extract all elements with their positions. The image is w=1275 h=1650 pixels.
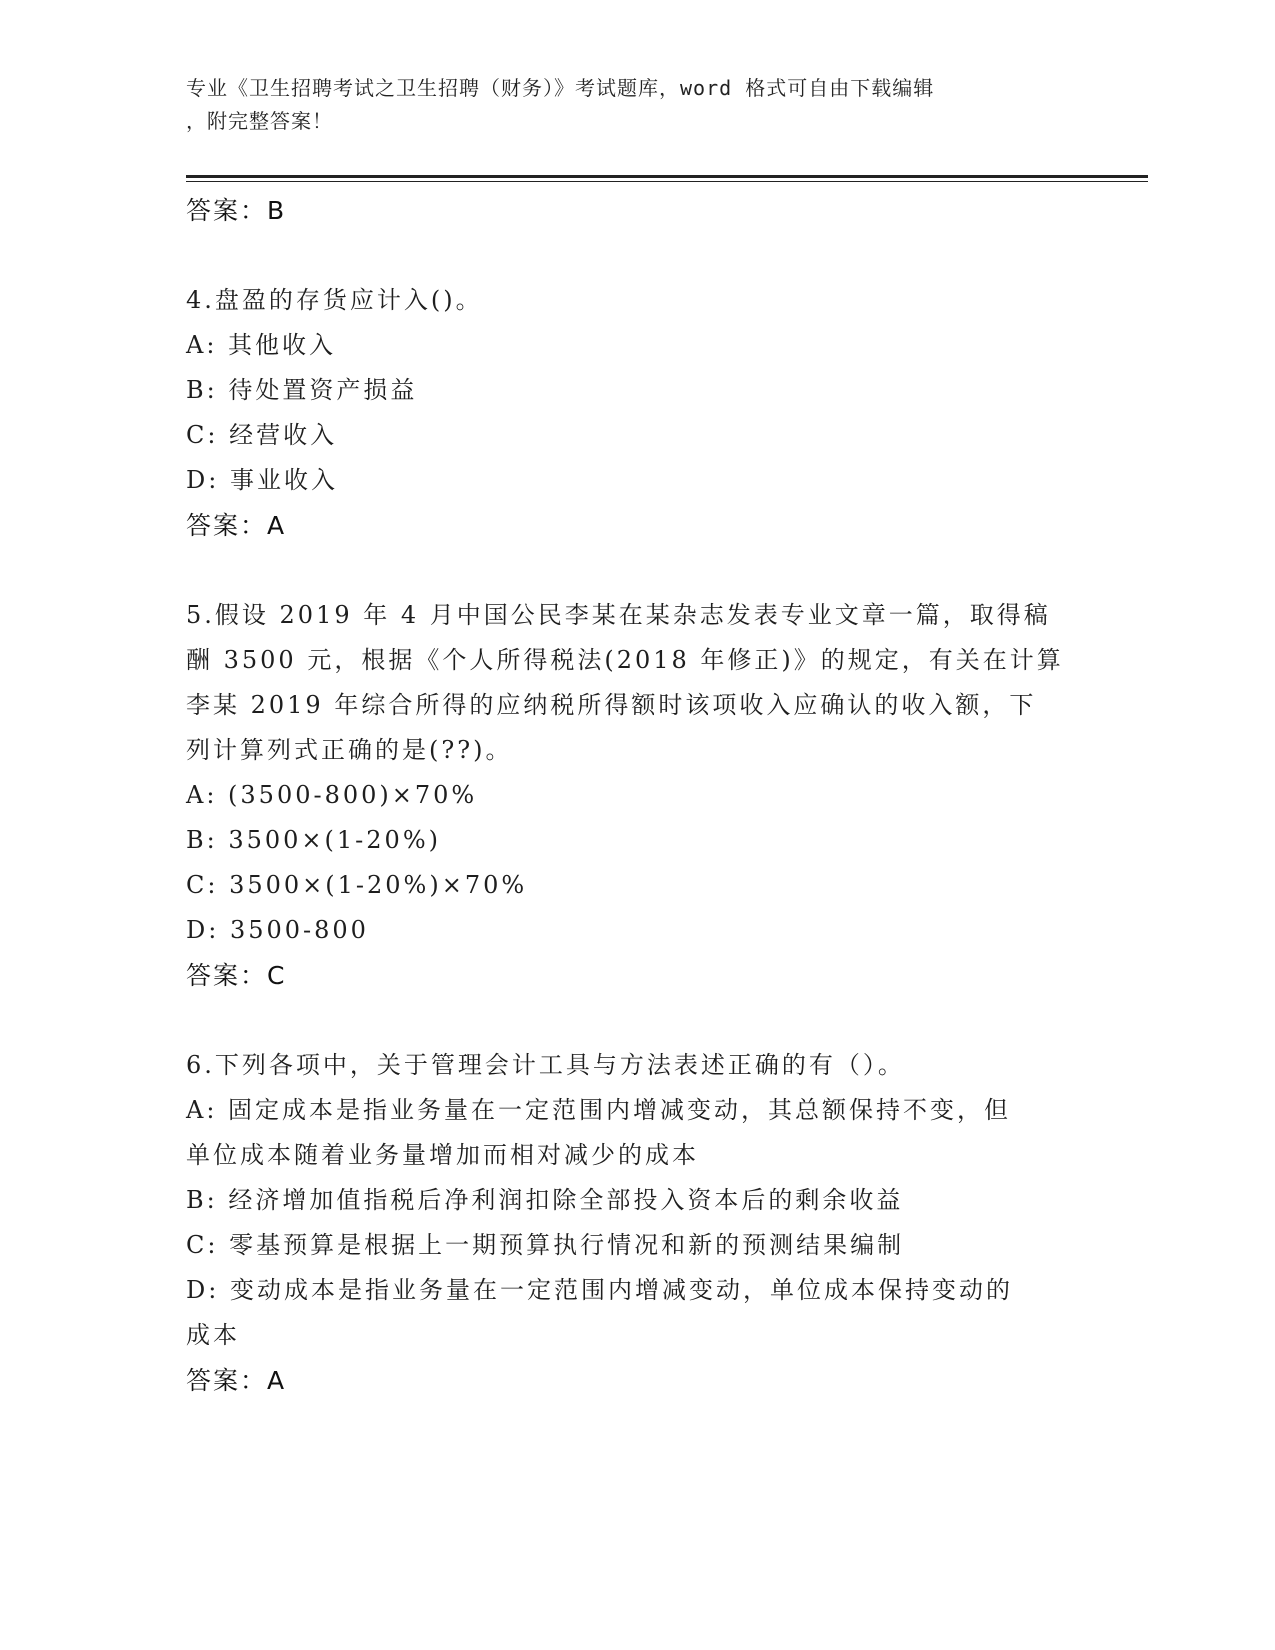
question-5-option-a: A: (3500-800)×70% — [186, 781, 478, 809]
document-body — [186, 188, 1086, 1403]
question-4-option-c: C: 经营收入 — [186, 421, 338, 449]
question-5-option-b: B: 3500×(1-20%) — [186, 826, 441, 854]
header-rule-thick — [186, 175, 1148, 178]
question-6-option-b: B: 经济增加值指税后净利润扣除全部投入资本后的剩余收益 — [186, 1186, 904, 1214]
header-line-1: 专业《卫生招聘考试之卫生招聘（财务）》考试题库，word 格式可自由下载编辑 — [186, 76, 935, 100]
answer-q6: 答案：A — [186, 1366, 287, 1395]
question-5-option-c: C: 3500×(1-20%)×70% — [186, 871, 528, 899]
question-6-text: 6.下列各项中，关于管理会计工具与方法表述正确的有（）。 — [186, 1051, 905, 1079]
spacer — [186, 998, 1086, 1043]
answer-q5: 答案：C — [186, 961, 287, 990]
question-6 — [186, 1043, 1086, 1403]
header-line-2: ，附完整答案！ — [186, 109, 333, 133]
question-4-option-b: B: 待处置资产损益 — [186, 376, 418, 404]
question-6-option-a-line-1: A: 固定成本是指业务量在一定范围内增减变动，其总额保持不变，但 — [186, 1096, 1012, 1124]
answer-q3: 答案：B — [186, 196, 287, 225]
question-4-text: 4.盘盈的存货应计入()。 — [186, 286, 483, 314]
question-5-option-d: D: 3500-800 — [186, 916, 369, 944]
question-4-option-d: D: 事业收入 — [186, 466, 338, 494]
question-6-option-d-line-2: 成本 — [186, 1321, 240, 1349]
question-4 — [186, 278, 1086, 548]
spacer — [186, 233, 1086, 278]
question-6-option-d-line-1: D: 变动成本是指业务量在一定范围内增减变动，单位成本保持变动的 — [186, 1276, 1013, 1304]
question-5-line-2: 酬 3500 元，根据《个人所得税法(2018 年修正)》的规定，有关在计算 — [186, 646, 1064, 674]
question-5-line-4: 列计算列式正确的是(??)。 — [186, 736, 513, 764]
header-rule-thin — [186, 181, 1148, 182]
document-header — [186, 72, 1086, 138]
question-5 — [186, 593, 1086, 998]
question-6-option-a-line-2: 单位成本随着业务量增加而相对减少的成本 — [186, 1141, 699, 1169]
question-5-line-1: 5.假设 2019 年 4 月中国公民李某在某杂志发表专业文章一篇，取得稿 — [186, 601, 1051, 629]
question-6-option-c: C: 零基预算是根据上一期预算执行情况和新的预测结果编制 — [186, 1231, 905, 1259]
question-4-option-a: A: 其他收入 — [186, 331, 337, 359]
spacer — [186, 548, 1086, 593]
question-5-line-3: 李某 2019 年综合所得的应纳税所得额时该项收入应确认的收入额，下 — [186, 691, 1037, 719]
answer-q4: 答案：A — [186, 511, 287, 540]
